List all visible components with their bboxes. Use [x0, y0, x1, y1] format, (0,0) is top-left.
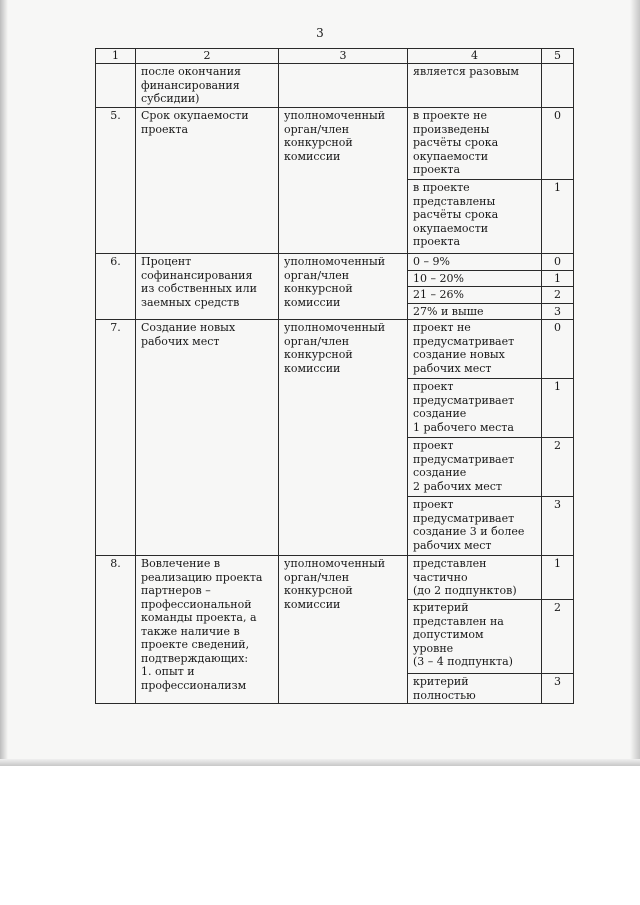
criterion-cell: Процент софинансирования из собственных или заемных средств: [136, 254, 279, 320]
criterion-cell: Вовлечение в реализацию проекта партнеров – профессиональной команды проекта, а также наличие в проекте сведений, подтверждающих: 1. опыт и профессионализм: [136, 556, 279, 704]
score-cell: 2: [542, 287, 574, 304]
option-cell: в проекте не произведены расчёты срока окупаемости проекта: [408, 108, 542, 180]
score-cell: 3: [542, 303, 574, 320]
evaluator-cell: уполномоченный орган/член конкурсной комиссии: [279, 254, 408, 320]
score-cell: [542, 64, 574, 108]
score-cell: 0: [542, 108, 574, 180]
evaluator-cell: уполномоченный орган/член конкурсной комиссии: [279, 320, 408, 556]
option-cell: в проекте представлены расчёты срока окупаемости проекта: [408, 180, 542, 254]
option-cell: проект не предусматривает создание новых рабочих мест: [408, 320, 542, 379]
criteria-table: [95, 48, 574, 704]
row-number: [96, 64, 136, 108]
score-cell: 1: [542, 379, 574, 438]
scan-shadow-right: [630, 0, 640, 766]
criterion-cell: после окончания финансирования субсидии): [136, 64, 279, 108]
page-number: 3: [316, 26, 324, 40]
option-cell: 27% и выше: [408, 303, 542, 320]
header-row: [96, 49, 574, 64]
score-cell: 0: [542, 320, 574, 379]
criterion-cell: Создание новых рабочих мест: [136, 320, 279, 556]
option-cell: 21 – 26%: [408, 287, 542, 304]
header-cell: 1: [96, 49, 136, 64]
score-cell: 2: [542, 438, 574, 497]
option-cell: проект предусматривает создание 1 рабочего места: [408, 379, 542, 438]
evaluator-cell: уполномоченный орган/член конкурсной комиссии: [279, 108, 408, 254]
option-cell: критерий представлен на допустимом уровне (3 – 4 подпункта): [408, 600, 542, 674]
score-cell: 3: [542, 497, 574, 556]
scan-shadow-bottom: [0, 759, 640, 766]
option-cell: представлен частично (до 2 подпунктов): [408, 556, 542, 600]
evaluator-cell: [279, 64, 408, 108]
table-row: [96, 556, 574, 600]
score-cell: 1: [542, 556, 574, 600]
row-number: 8.: [96, 556, 136, 704]
header-cell: 4: [408, 49, 542, 64]
table-row: [96, 320, 574, 379]
header-cell: 3: [279, 49, 408, 64]
row-number: 7.: [96, 320, 136, 556]
score-cell: 1: [542, 270, 574, 287]
table-row: [96, 64, 574, 108]
score-cell: 2: [542, 600, 574, 674]
header-cell: 2: [136, 49, 279, 64]
score-cell: 1: [542, 180, 574, 254]
option-cell: критерий полностью: [408, 674, 542, 704]
header-cell: 5: [542, 49, 574, 64]
option-cell: проект предусматривает создание 3 и более рабочих мест: [408, 497, 542, 556]
row-number: 5.: [96, 108, 136, 254]
option-cell: 0 – 9%: [408, 254, 542, 271]
row-number: 6.: [96, 254, 136, 320]
score-cell: 0: [542, 254, 574, 271]
evaluator-cell: уполномоченный орган/член конкурсной комиссии: [279, 556, 408, 704]
table-row: [96, 254, 574, 271]
criterion-cell: Срок окупаемости проекта: [136, 108, 279, 254]
table-row: [96, 108, 574, 180]
score-cell: 3: [542, 674, 574, 704]
option-cell: проект предусматривает создание 2 рабочих мест: [408, 438, 542, 497]
option-cell: 10 – 20%: [408, 270, 542, 287]
scan-shadow-left: [0, 0, 8, 766]
option-cell: является разовым: [408, 64, 542, 108]
